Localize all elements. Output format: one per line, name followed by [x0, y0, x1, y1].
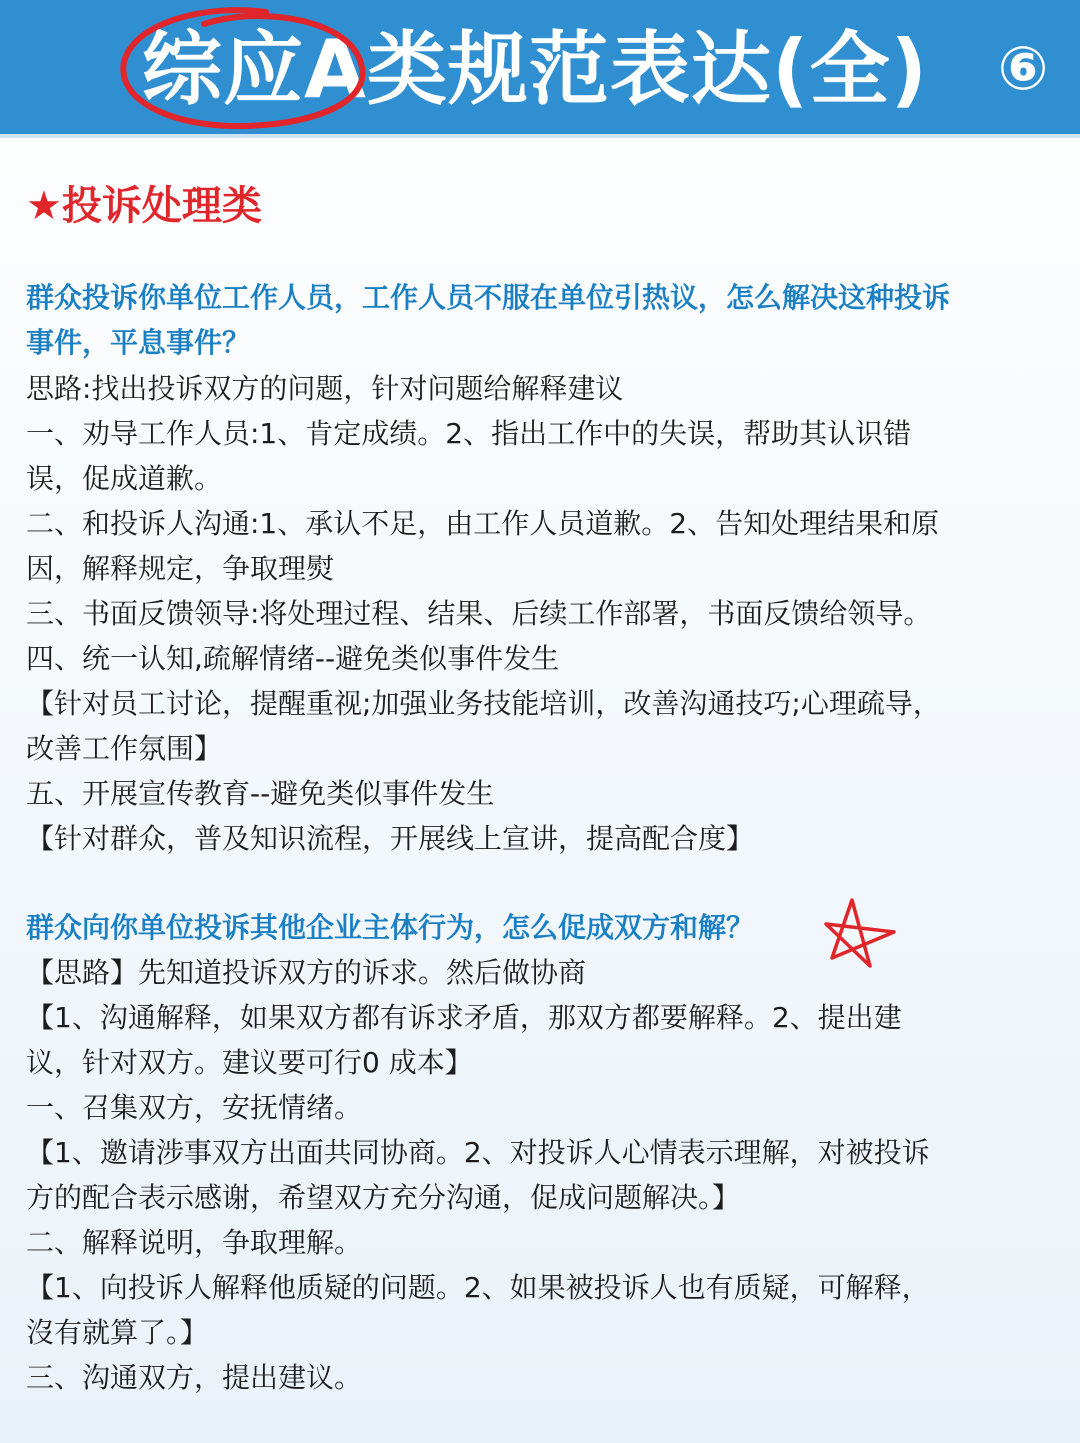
question-1-body-line: 思路:找出投诉双方的问题，针对问题给解释建议	[26, 372, 624, 405]
question-1-body-line: 五、开展宣传教育--避免类似事件发生	[26, 777, 495, 810]
question-1-body-line: 三、书面反馈领导:将处理过程、结果、后续工作部署，书面反馈给领导。	[26, 597, 932, 630]
hand-drawn-circle-mark	[116, 2, 376, 136]
question-2-body-line: 三、沟通双方，提出建议。	[26, 1361, 363, 1394]
question-1-body-line: 改善工作氛围】	[26, 732, 223, 765]
title-banner	[0, 0, 1080, 138]
section-heading-complaint-handling: ★投诉处理类	[26, 183, 262, 229]
page-number-badge: ⑥	[997, 34, 1049, 104]
question-1-title-line: 群众投诉你单位工作人员，工作人员不服在单位引热议，怎么解决这种投诉	[26, 281, 951, 314]
question-2-body-line: 【1、向投诉人解释他质疑的问题。2、如果被投诉人也有质疑，可解释，	[26, 1271, 930, 1304]
question-1-body-line: 二、和投诉人沟通:1、承认不足，由工作人员道歉。2、告知处理结果和原	[26, 507, 940, 540]
question-2-title-line: 群众向你单位投诉其他企业主体行为，怎么促成双方和解？	[26, 911, 755, 944]
question-2-body-line: 【思路】先知道投诉双方的诉求。然后做协商	[26, 956, 587, 989]
question-1-body-line: 因，解释规定，争取理熨	[26, 552, 335, 585]
question-2-body-line: 方的配合表示感谢，希望双方充分沟通，促成问题解决。】	[26, 1181, 741, 1214]
hand-drawn-star-icon	[822, 896, 900, 970]
question-2-body-line: 一、召集双方，安抚情绪。	[26, 1091, 363, 1124]
question-2-body-line: 二、解释说明，争取理解。	[26, 1226, 363, 1259]
page-title: 综应A类规范表达(全)	[142, 23, 929, 116]
question-1-body-line: 【针对员工讨论，提醒重视;加强业务技能培训，改善沟通技巧;心理疏导，	[26, 687, 941, 720]
question-2-body-line: 沒有就算了。】	[26, 1316, 209, 1349]
question-2-body-line: 议，针对双方。建议要可行0 成本】	[26, 1046, 473, 1079]
question-1-body-line: 误，促成道歉。	[26, 462, 223, 495]
question-1-body-line: 【针对群众，普及知识流程，开展线上宣讲，提高配合度】	[26, 822, 755, 855]
question-2-body-line: 【1、沟通解释，如果双方都有诉求矛盾，那双方都要解释。2、提出建	[26, 1001, 902, 1034]
question-2-body-line: 【1、邀请涉事双方出面共同协商。2、对投诉人心情表示理解，对被投诉	[26, 1136, 930, 1169]
question-1-body-line: 一、劝导工作人员:1、肯定成绩。2、指出工作中的失误，帮助其认识错	[26, 417, 912, 450]
question-1-title-line: 事件，平息事件？	[26, 326, 251, 359]
question-1-body-line: 四、统一认知,疏解情绪--避免类似事件发生	[26, 642, 560, 675]
